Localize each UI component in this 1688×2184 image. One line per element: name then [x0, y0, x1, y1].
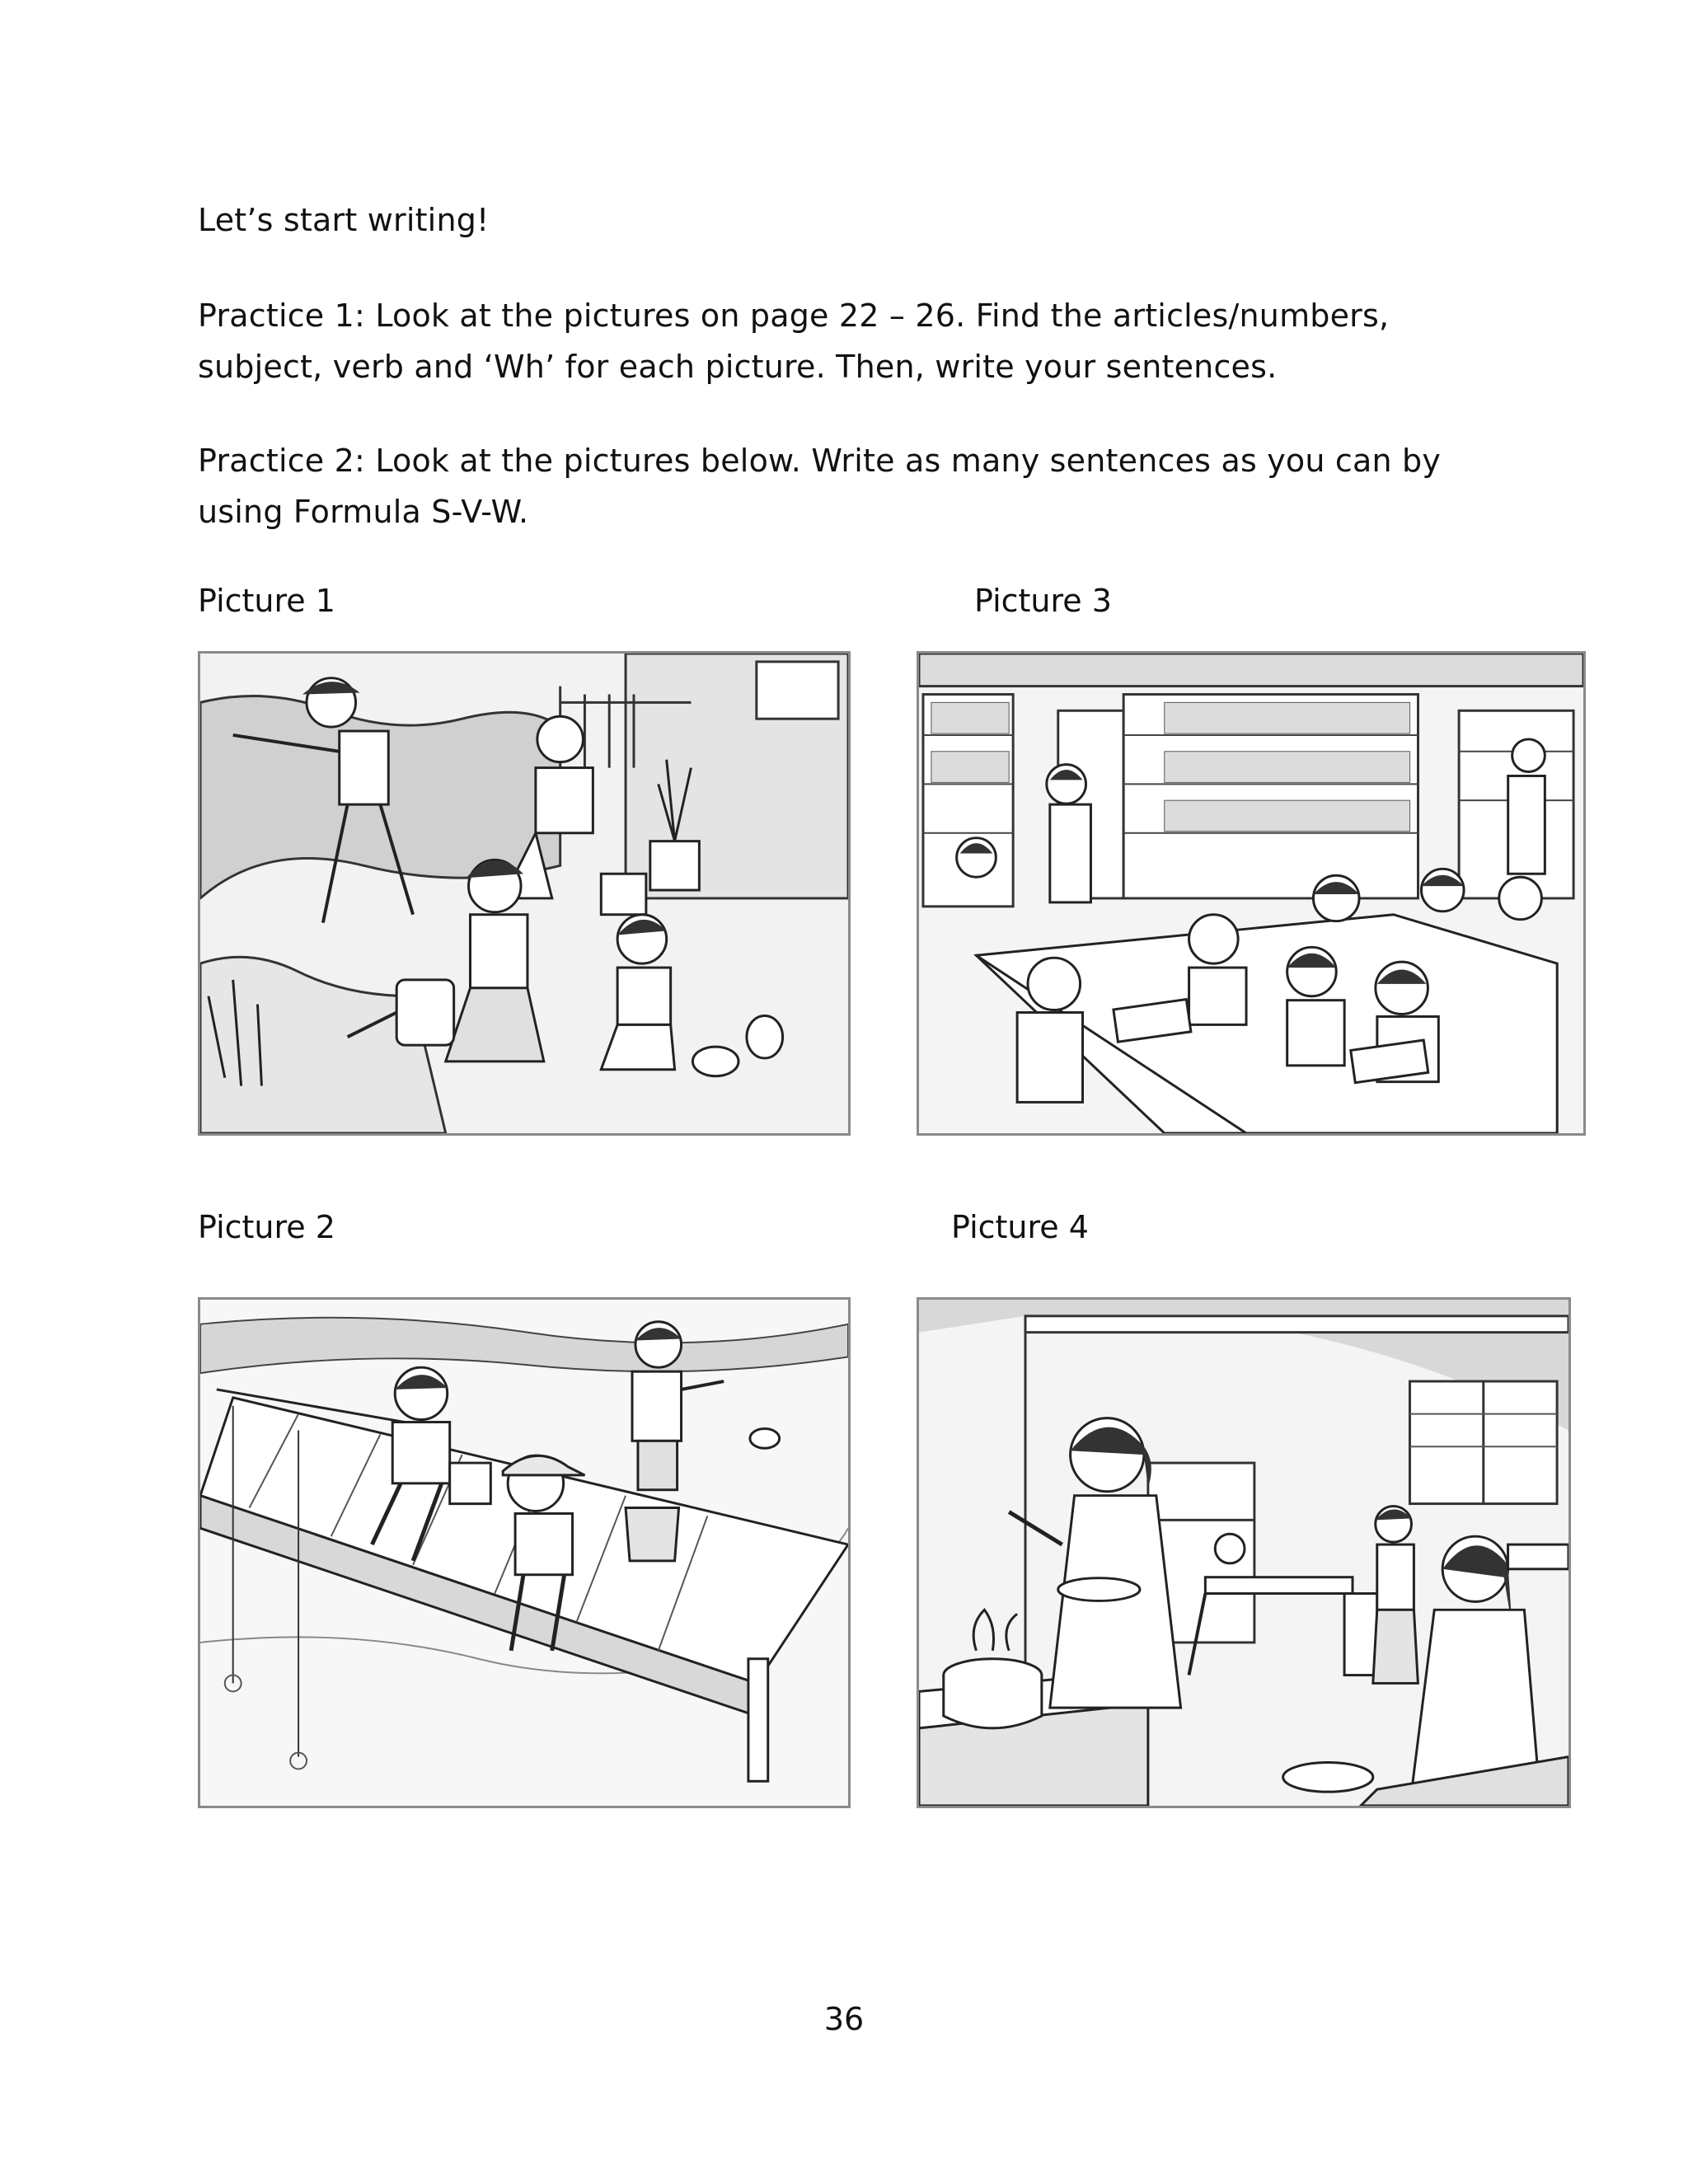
picture-1-caption: Picture 1 — [198, 583, 335, 619]
practice-1-instructions: Practice 1: Look at the pictures on page 22 – 26. Find the articles/numbers, subject, verb and ‘Wh’ for each picture. Then, write your sentences. — [198, 298, 1390, 385]
fishing-scene — [200, 1300, 848, 1806]
kitchen-scene — [919, 1300, 1568, 1806]
picture-1-garden-illustration — [198, 651, 851, 1136]
picture-2-fishing-illustration — [198, 1297, 851, 1808]
picture-3-library-illustration — [917, 651, 1586, 1136]
picture-4-kitchen-illustration — [917, 1297, 1571, 1808]
page-number: 36 — [823, 2001, 865, 2037]
garden-scene — [200, 654, 848, 1133]
picture-2-caption: Picture 2 — [198, 1209, 335, 1245]
practice-2-instructions: Practice 2: Look at the pictures below. Write as many sentences as you can by using Formula S-V-W. — [198, 443, 1442, 530]
picture-4-caption: Picture 4 — [951, 1209, 1089, 1245]
heading: Let’s start writing! — [198, 202, 490, 238]
picture-3-caption: Picture 3 — [974, 583, 1112, 619]
library-scene — [919, 654, 1583, 1133]
